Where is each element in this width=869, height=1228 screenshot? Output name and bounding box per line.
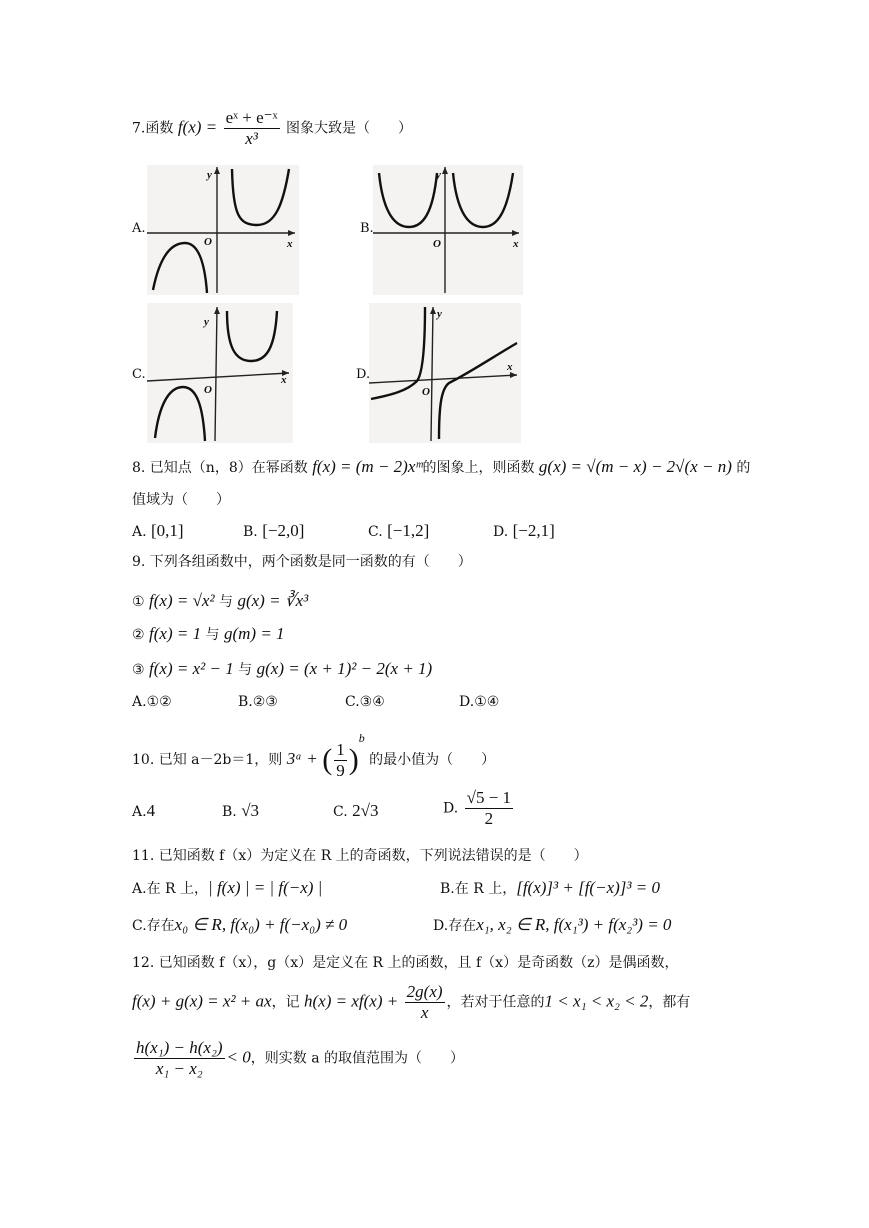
- q12-ineq-fraction: $\frac{\text{h(x₁) − h(x₂)}}{\text{x₁ − x₂}}$: [136, 1038, 223, 1078]
- curve-left-branch: [153, 243, 207, 293]
- q11-option-a: A.在 R 上，| f(x) | = | f(−x) |: [132, 878, 323, 897]
- q7-graph-b: [373, 165, 523, 295]
- origin-label: O: [204, 384, 212, 396]
- q7-graph-a: [147, 165, 299, 295]
- q9-item-2: ② f(x) = 1 与 g(m) = 1: [132, 624, 285, 643]
- q9-option-a: A.①②: [132, 694, 172, 710]
- origin-label: O: [422, 386, 430, 398]
- q8-lead: 8. 已知点（n，8）在幂函数: [132, 460, 308, 476]
- q7-number: 7.: [132, 120, 146, 137]
- q12-line3: $\frac{\text{h(x₁) − h(x₂)}}{\text{x₁ − x₂}}$ < 0，则实数 a 的取值范围为（ ）: [136, 1038, 465, 1078]
- y-axis: [431, 307, 433, 441]
- x-arrow: [288, 230, 295, 236]
- q11-option-c: C.存在x₀ ∈ R, f(x₀) + f(−x₀) ≠ 0: [132, 915, 348, 934]
- q7-option-c-label: C.: [132, 367, 146, 382]
- q9-option-c: C.③④: [345, 694, 385, 710]
- curve-left-branch: [371, 307, 425, 399]
- q10-option-c: C. 2√3: [333, 801, 379, 820]
- q10-stem: 10. 已知 a－2b＝1，则 3ᵃ + ( $\frac{1}{9}$ )$^b$ 的最小值为（ ）: [132, 731, 496, 780]
- y-axis: [215, 307, 217, 441]
- q12-line2: f(x) + g(x) = x² + ax，记 h(x) = xf(x) + $\frac{2g(x)}{x}$ ，若对于任意的1 < x₁ < x₂ < 2，都有: [132, 982, 691, 1022]
- origin-label: O: [433, 238, 441, 250]
- q7-lead: 函数: [145, 120, 174, 137]
- q9-item-3: ③ f(x) = x² − 1 与 g(x) = (x + 1)² − 2(x + 1): [132, 659, 433, 678]
- y-arrow: [442, 167, 448, 174]
- q12-line1: 12. 已知函数 f（x），g（x）是定义在 R 上的函数，且 f（x）是奇函数（z）是偶函数，: [132, 955, 679, 971]
- curve-left-branch: [379, 173, 437, 227]
- x-label: x: [281, 374, 287, 386]
- curve-right-branch: [453, 173, 513, 227]
- y-arrow: [214, 167, 220, 174]
- q10-fraction: $\frac{1}{9}$: [336, 739, 345, 780]
- q8-power-function: f(x) = (m − 2)xᵐ: [312, 457, 423, 476]
- y-label: y: [437, 308, 442, 320]
- q8-option-b: B. [−2,0]: [243, 521, 305, 540]
- y-arrow: [214, 307, 220, 314]
- x-arrow: [512, 230, 519, 236]
- q8-line1: [132, 457, 750, 478]
- curve-left-branch: [155, 387, 205, 441]
- curve-right-branch: [227, 311, 277, 361]
- q7-graph-c: [147, 303, 293, 443]
- x-label: x: [287, 238, 293, 250]
- q9-item-1: ① f(x) = √x² 与 g(x) = ∛x³: [132, 591, 309, 610]
- x-label: x: [507, 361, 513, 373]
- q9-option-d: D.①④: [459, 694, 500, 710]
- q11-option-b: B.在 R 上，[f(x)]³ + [f(−x)]³ = 0: [440, 878, 660, 897]
- q8-g-function: g(x) = √(m − x) − 2√(x − n): [538, 457, 732, 476]
- q10-option-d-fraction: $\frac{√5 - 1}{2}$: [466, 788, 512, 828]
- q10-option-b: B. √3: [222, 801, 260, 820]
- curve-right-branch: [232, 169, 289, 225]
- q7-tail: 图象大致是（ ）: [286, 120, 413, 137]
- q7-stem: [132, 108, 412, 152]
- q7-option-d-label: D.: [356, 367, 371, 382]
- q10-expr-a: 3ᵃ +: [286, 749, 318, 768]
- q8-option-d: D. [−2,1]: [493, 521, 555, 540]
- origin-label: O: [204, 236, 212, 248]
- q7-fraction: [224, 108, 280, 149]
- q7-option-a-label: A.: [132, 221, 146, 236]
- y-label: y: [207, 169, 212, 181]
- x-axis: [369, 375, 517, 383]
- q9-stem: 9. 下列各组函数中，两个函数是同一函数的有（ ）: [132, 554, 472, 570]
- y-label: y: [204, 316, 209, 328]
- q7-function: f(x) =: [177, 117, 218, 137]
- q8-option-c: C. [−1,2]: [368, 521, 430, 540]
- q8-line2: 值域为（ ）: [132, 492, 230, 508]
- q8-option-a: A. [0,1]: [132, 521, 184, 540]
- q11-option-d: D.存在x₁, x₂ ∈ R, f(x₁³) + f(x₂³) = 0: [433, 915, 672, 934]
- curve-right-branch: [439, 343, 517, 439]
- q7-graph-d: [369, 303, 521, 443]
- q9-option-b: B.②③: [238, 694, 278, 710]
- q10-option-a: A.4: [132, 801, 156, 820]
- q8-mid: 的图象上，则函数: [422, 460, 535, 476]
- q11-stem: 11. 已知函数 f（x）为定义在 R 上的奇函数，下列说法错误的是（ ）: [132, 848, 588, 864]
- q7-numerator: eˣ + e⁻ˣ: [225, 108, 278, 127]
- q7-option-b-label: B.: [360, 221, 374, 236]
- q10-option-d: D. $\frac{√5 - 1}{2}$: [443, 788, 512, 828]
- q12-h-fraction: $\frac{2g(x)}{x}$: [406, 982, 443, 1022]
- x-label: x: [513, 238, 519, 250]
- q8-end: 的: [736, 460, 751, 476]
- y-arrow: [430, 307, 436, 314]
- y-label: y: [436, 169, 441, 181]
- q7-denominator: x³: [245, 129, 258, 148]
- x-axis: [147, 373, 289, 381]
